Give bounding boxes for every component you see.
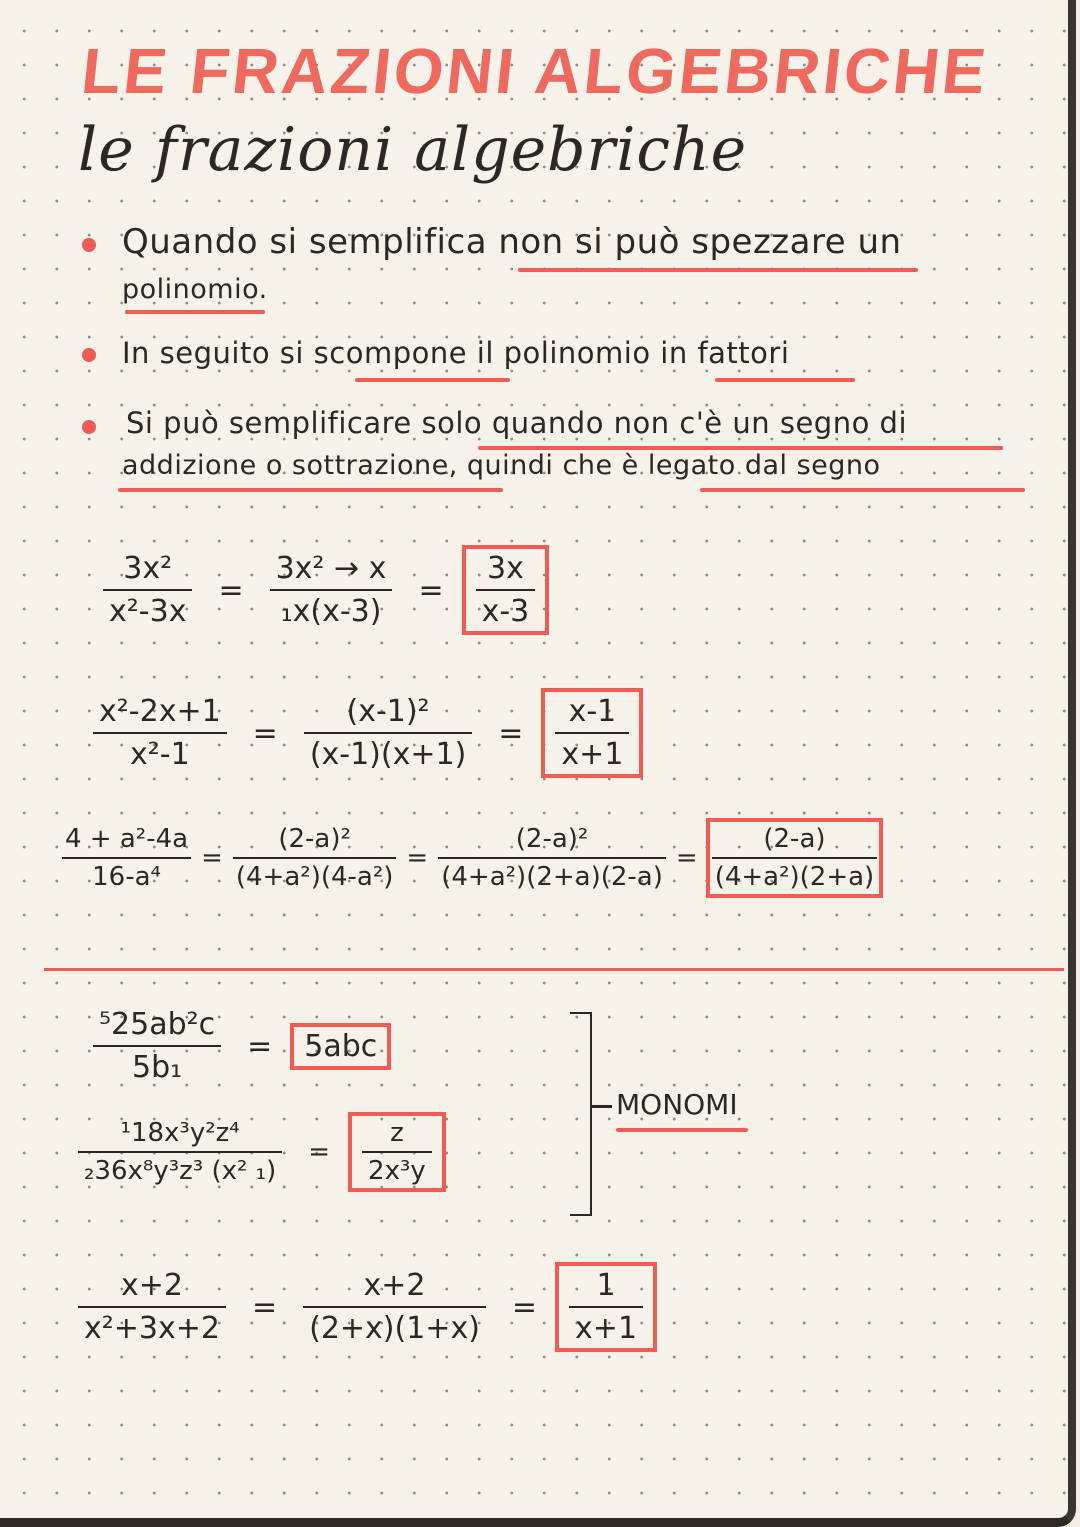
denominator: x²-3x xyxy=(109,594,187,629)
boxed-result xyxy=(348,1112,446,1192)
fraction-bar xyxy=(93,1045,221,1047)
denominator: (4+a²)(2+a)(2-a) xyxy=(441,862,663,892)
denominator: x²-1 xyxy=(129,737,190,772)
note-line: addizione o sottrazione, quindi che è legato dal segno xyxy=(122,450,881,481)
fraction-bar xyxy=(569,1306,643,1308)
fraction-bar xyxy=(93,732,227,734)
underline xyxy=(616,1128,748,1132)
equation-1 xyxy=(95,545,549,635)
fraction-bar xyxy=(78,1151,282,1153)
bullet-dot xyxy=(82,348,96,362)
fraction xyxy=(296,692,480,774)
note-line: In seguito si scompone il polinomio in fattori xyxy=(122,336,790,370)
equals-sign: = xyxy=(201,843,223,873)
numerator: (2-a)² xyxy=(515,824,589,854)
title-block-letters: LE FRAZIONI ALGEBRICHE xyxy=(78,35,993,107)
section-divider xyxy=(44,968,1064,971)
note-line: polinomio. xyxy=(122,274,268,305)
arrow-icon xyxy=(590,1105,612,1108)
fraction-bar xyxy=(304,732,472,734)
boxed-result xyxy=(541,688,643,778)
equals-sign: = xyxy=(511,1289,538,1325)
bracket xyxy=(570,1012,592,1216)
boxed-result xyxy=(462,545,550,635)
numerator: 1 xyxy=(596,1268,616,1303)
fraction xyxy=(436,822,668,894)
boxed-result: 5abc xyxy=(290,1023,391,1070)
fraction xyxy=(70,1266,234,1348)
numerator: 4 + a²-4a xyxy=(65,824,189,854)
fraction xyxy=(85,692,235,774)
equation-6 xyxy=(70,1262,657,1352)
denominator: 2x³y xyxy=(368,1156,426,1186)
fraction-bar xyxy=(555,732,629,734)
underline xyxy=(715,378,855,382)
fraction xyxy=(70,1116,290,1188)
underline xyxy=(700,488,1025,492)
underline xyxy=(118,488,503,492)
equals-sign: = xyxy=(308,1137,331,1167)
denominator: ₂36x⁸y³z³ (x² ₁) xyxy=(84,1156,277,1186)
underline xyxy=(355,378,510,382)
underline xyxy=(518,268,918,272)
note-line: Si può semplificare solo quando non c'è un segno di xyxy=(126,406,908,440)
numerator: 3x² xyxy=(123,551,173,586)
fraction-bar xyxy=(103,589,192,591)
fraction-bar xyxy=(233,857,397,859)
fraction xyxy=(295,1266,494,1348)
monomi-label: MONOMI xyxy=(616,1088,738,1121)
denominator: 16-a⁴ xyxy=(92,862,161,892)
numerator: z xyxy=(390,1118,404,1148)
fraction xyxy=(231,822,399,894)
equation-5 xyxy=(70,1112,446,1192)
fraction xyxy=(262,549,401,631)
denominator: 5b₁ xyxy=(132,1050,183,1085)
equals-sign: = xyxy=(498,715,524,751)
fraction xyxy=(95,549,200,631)
denominator: (4+a²)(4-a²) xyxy=(235,862,394,892)
numerator: x+2 xyxy=(121,1268,183,1303)
equals-sign: = xyxy=(418,572,444,608)
fraction-bar xyxy=(270,589,393,591)
denominator: x-3 xyxy=(481,594,530,629)
denominator: (x-1)(x+1) xyxy=(309,737,467,772)
fraction-bar xyxy=(476,589,536,591)
numerator: ¹18x³y²z⁴ xyxy=(120,1118,240,1148)
denominator: x²+3x+2 xyxy=(84,1311,220,1346)
equals-sign: = xyxy=(251,1289,278,1325)
equals-sign: = xyxy=(218,572,244,608)
fraction-bar xyxy=(362,1151,432,1153)
note-line: Quando si semplifica non si può spezzare un xyxy=(122,222,902,262)
equals-sign: = xyxy=(247,1028,273,1064)
fraction-bar xyxy=(712,857,878,859)
title-script: le frazioni algebriche xyxy=(78,115,748,185)
numerator: x+2 xyxy=(363,1268,426,1303)
equation-2 xyxy=(85,688,643,778)
equals-sign: = xyxy=(406,843,429,873)
denominator: (2+x)(1+x) xyxy=(309,1311,480,1346)
equals-sign: = xyxy=(252,715,278,751)
fraction-bar xyxy=(303,1306,486,1308)
bullet-dot xyxy=(82,420,96,434)
fraction-bar xyxy=(78,1306,226,1308)
numerator: x²-2x+1 xyxy=(99,694,221,729)
numerator: (2-a)² xyxy=(278,824,351,854)
boxed-result xyxy=(555,1262,657,1352)
underline xyxy=(125,310,265,314)
page-title xyxy=(60,34,1020,194)
fraction xyxy=(60,822,193,894)
denominator: (4+a²)(2+a) xyxy=(714,862,875,892)
equation-4 xyxy=(85,1005,391,1087)
numerator: 3x² → x xyxy=(275,551,387,586)
numerator: (2-a) xyxy=(763,824,826,854)
fraction-bar xyxy=(62,857,191,859)
denominator: ₁x(x-3) xyxy=(280,594,382,629)
numerator: ⁵25ab²c xyxy=(99,1007,216,1042)
numerator: 3x xyxy=(486,551,524,586)
boxed-result xyxy=(706,818,884,898)
equals-sign: = xyxy=(675,843,698,873)
underline xyxy=(478,446,1003,450)
denominator: x+1 xyxy=(561,737,624,772)
fraction-bar xyxy=(438,857,666,859)
denominator: x+1 xyxy=(575,1311,638,1346)
fraction xyxy=(85,1005,229,1087)
equation-3 xyxy=(60,818,883,898)
bullet-dot xyxy=(82,238,96,252)
numerator: x-1 xyxy=(568,694,617,729)
numerator: (x-1)² xyxy=(346,694,430,729)
